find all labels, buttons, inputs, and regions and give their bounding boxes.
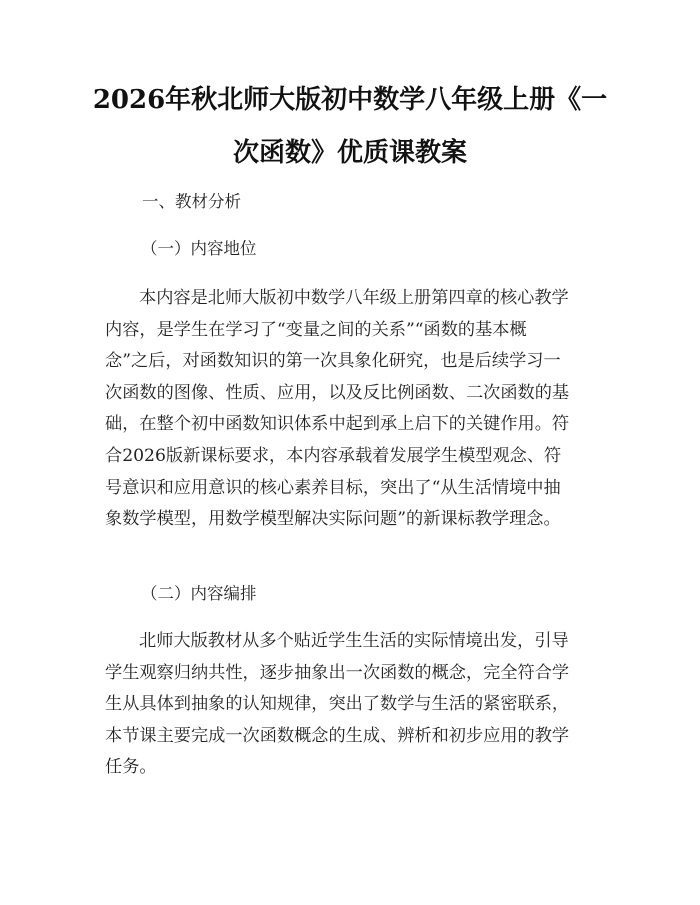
subsection-heading-content-arrangement: （二）内容编排	[141, 584, 257, 603]
paragraph-line: 任务。	[105, 757, 157, 778]
subsection-heading-content-position: （一）内容地位	[141, 239, 257, 258]
paragraph-line: 念”之后，对函数知识的第一次具象化研究，也是后续学习一	[105, 351, 561, 372]
paragraph-line: 本内容是北师大版初中数学八年级上册第四章的核心教学	[139, 288, 569, 308]
paragraph-line: 本节课主要完成一次函数概念的生成、辨析和初步应用的教学	[105, 725, 570, 746]
section-heading-textbook-analysis: 一、教材分析	[142, 192, 241, 211]
document-title-line-2: 次函数》优质课教案	[232, 138, 467, 168]
paragraph-line: 号意识和应用意识的核心素养目标，突出了“从生活情境中抽	[105, 477, 561, 498]
paragraph-line: 础，在整个初中函数知识体系中起到承上启下的关键作用。符	[105, 414, 570, 435]
paragraph-line: 合2026版新课标要求，本内容承载着发展学生模型观念、符	[105, 445, 562, 466]
paragraph-line: 次函数的图像、性质、应用，以及反比例函数、二次函数的基	[105, 382, 570, 403]
document-title-line-1: 2026年秋北师大版初中数学八年级上册《一	[92, 85, 608, 115]
paragraph-line: 象数学模型，用数学模型解决实际问题”的新课标教学理念。	[105, 509, 561, 530]
paragraph-line: 学生观察归纳共性，逐步抽象出一次函数的概念，完全符合学	[105, 662, 570, 683]
paragraph-line: 内容，是学生在学习了“变量之间的关系”“函数的基本概	[105, 319, 527, 340]
paragraph-line: 北师大版教材从多个贴近学生生活的实际情境出发，引导	[139, 631, 569, 651]
paragraph-content-arrangement	[105, 626, 605, 784]
paragraph-line: 生从具体到抽象的认知规律，突出了数学与生活的紧密联系，	[105, 694, 570, 715]
paragraph-content-position	[105, 283, 605, 536]
